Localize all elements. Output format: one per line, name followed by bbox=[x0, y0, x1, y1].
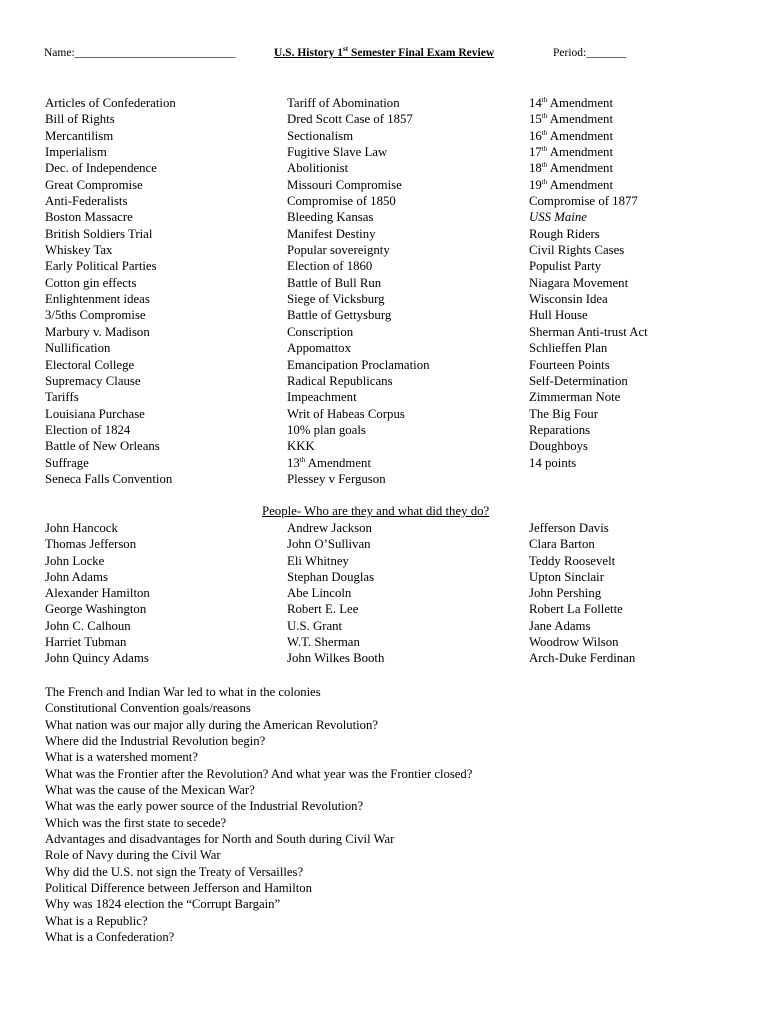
term-item: 17th Amendment bbox=[529, 145, 614, 160]
people-heading: People- Who are they and what did they do? bbox=[262, 504, 490, 518]
person-item: Woodrow Wilson bbox=[529, 635, 619, 650]
person-item: Robert E. Lee bbox=[287, 602, 359, 617]
person-item: Harriet Tubman bbox=[45, 635, 127, 650]
term-item: Compromise of 1877 bbox=[529, 194, 638, 209]
term-item: Tariffs bbox=[45, 390, 79, 405]
term-item: Compromise of 1850 bbox=[287, 194, 396, 209]
term-item: British Soldiers Trial bbox=[45, 226, 153, 241]
term-item: Anti-Federalists bbox=[45, 194, 128, 209]
term-item: Doughboys bbox=[529, 439, 589, 454]
title-main: U.S. History 1 bbox=[274, 47, 343, 59]
term-item: Sectionalism bbox=[287, 128, 354, 143]
term-item: Marbury v. Madison bbox=[45, 324, 150, 339]
term-item: Supremacy Clause bbox=[45, 373, 141, 388]
term-item: Nullification bbox=[45, 341, 111, 356]
person-item: Jane Adams bbox=[529, 618, 591, 633]
person-item: Alexander Hamilton bbox=[45, 586, 150, 601]
question-item: Advantages and disadvantages for North and South during Civil War bbox=[45, 831, 395, 846]
term-item: Populist Party bbox=[529, 259, 602, 274]
term-item: 14th Amendment bbox=[529, 96, 614, 110]
term-item: Bleeding Kansas bbox=[287, 210, 374, 225]
term-item: Plessey v Ferguson bbox=[287, 471, 386, 486]
term-item: Seneca Falls Convention bbox=[45, 471, 173, 486]
question-item: What is a Confederation? bbox=[45, 929, 175, 944]
term-item: Siege of Vicksburg bbox=[287, 292, 385, 307]
person-item: Thomas Jefferson bbox=[45, 537, 137, 552]
person-item: Arch-Duke Ferdinan bbox=[529, 651, 636, 666]
title-superscript: st bbox=[343, 45, 349, 53]
people-column-3 bbox=[529, 520, 635, 667]
term-item: Boston Massacre bbox=[45, 210, 133, 225]
term-item: Bill of Rights bbox=[45, 112, 115, 127]
term-item: Rough Riders bbox=[529, 226, 600, 241]
term-item: Enlightenment ideas bbox=[45, 292, 150, 307]
term-item: 10% plan goals bbox=[287, 422, 366, 437]
terms-column-1 bbox=[45, 95, 176, 487]
term-item: Election of 1860 bbox=[287, 259, 373, 274]
title-rest: Semester Final Exam Review bbox=[348, 47, 495, 59]
term-item: Civil Rights Cases bbox=[529, 243, 625, 258]
question-item: Why did the U.S. not sign the Treaty of Versailles? bbox=[45, 864, 304, 879]
term-item: Imperialism bbox=[45, 145, 107, 160]
period-field[interactable]: Period:_______ bbox=[553, 47, 627, 59]
page-title bbox=[274, 45, 494, 61]
term-item: Great Compromise bbox=[45, 177, 143, 192]
question-item: What was the cause of the Mexican War? bbox=[45, 782, 255, 797]
term-item: Niagara Movement bbox=[529, 275, 629, 290]
question-item: The French and Indian War led to what in the colonies bbox=[45, 685, 321, 699]
person-item: Jefferson Davis bbox=[529, 521, 609, 535]
person-item: John Hancock bbox=[45, 521, 118, 535]
term-item: Abolitionist bbox=[287, 161, 349, 176]
person-item: John Pershing bbox=[529, 586, 602, 601]
people-column-1 bbox=[45, 520, 150, 667]
term-item: Missouri Compromise bbox=[287, 177, 402, 192]
people-column-2 bbox=[287, 520, 384, 667]
term-item: Battle of Bull Run bbox=[287, 275, 382, 290]
person-item: John Quincy Adams bbox=[45, 651, 149, 666]
question-item: Where did the Industrial Revolution begin? bbox=[45, 733, 266, 748]
term-item: The Big Four bbox=[529, 406, 598, 421]
person-item: John Wilkes Booth bbox=[287, 651, 385, 666]
person-item: Eli Whitney bbox=[287, 553, 349, 568]
term-item: 15th Amendment bbox=[529, 112, 614, 127]
term-item: Battle of New Orleans bbox=[45, 439, 160, 454]
term-item: Fourteen Points bbox=[529, 357, 610, 372]
term-item: Electoral College bbox=[45, 357, 135, 372]
term-item: Self-Determination bbox=[529, 373, 628, 388]
terms-column-2 bbox=[287, 95, 430, 487]
term-item: USS Maine bbox=[529, 210, 587, 225]
question-item: What is a watershed moment? bbox=[45, 750, 198, 765]
term-item: Dred Scott Case of 1857 bbox=[287, 112, 413, 127]
term-item: Appomattox bbox=[287, 341, 351, 356]
person-item: W.T. Sherman bbox=[287, 635, 360, 650]
question-item: Political Difference between Jefferson and Hamilton bbox=[45, 880, 312, 895]
term-item: Louisiana Purchase bbox=[45, 406, 145, 421]
term-item: Suffrage bbox=[45, 455, 89, 470]
term-item: Schlieffen Plan bbox=[529, 341, 608, 356]
person-item: Upton Sinclair bbox=[529, 569, 604, 584]
person-item: John Locke bbox=[45, 553, 105, 568]
term-item: 14 points bbox=[529, 455, 577, 470]
terms-column-3 bbox=[529, 95, 648, 471]
person-item: John Adams bbox=[45, 569, 108, 584]
person-item: Stephan Douglas bbox=[287, 569, 375, 584]
question-item: Constitutional Convention goals/reasons bbox=[45, 701, 251, 716]
term-item: Mercantilism bbox=[45, 128, 114, 143]
term-item: 3/5ths Compromise bbox=[45, 308, 146, 323]
person-item: Clara Barton bbox=[529, 537, 595, 552]
term-item: 18th Amendment bbox=[529, 161, 614, 176]
term-item: Reparations bbox=[529, 422, 591, 437]
question-item: What was the early power source of the Industrial Revolution? bbox=[45, 799, 364, 814]
question-item: What was the Frontier after the Revolution? And what year was the Frontier closed? bbox=[45, 766, 473, 781]
term-item: 16th Amendment bbox=[529, 128, 614, 143]
term-item: KKK bbox=[287, 439, 315, 454]
question-item: What is a Republic? bbox=[45, 913, 148, 928]
term-item: Whiskey Tax bbox=[45, 243, 113, 258]
term-item: Hull House bbox=[529, 308, 588, 323]
term-item: Articles of Confederation bbox=[45, 96, 176, 110]
term-item: Conscription bbox=[287, 324, 354, 339]
term-item: Wisconsin Idea bbox=[529, 292, 608, 307]
question-item: Role of Navy during the Civil War bbox=[45, 848, 221, 863]
term-item: Manifest Destiny bbox=[287, 226, 376, 241]
question-item: Why was 1824 election the “Corrupt Bargain” bbox=[45, 897, 281, 912]
term-item: Emancipation Proclamation bbox=[287, 357, 430, 372]
person-item: Robert La Follette bbox=[529, 602, 623, 617]
term-item: Fugitive Slave Law bbox=[287, 145, 388, 160]
term-item: Cotton gin effects bbox=[45, 275, 137, 290]
term-item: Battle of Gettysburg bbox=[287, 308, 392, 323]
term-item: Election of 1824 bbox=[45, 422, 131, 437]
person-item: Andrew Jackson bbox=[287, 521, 372, 535]
person-item: U.S. Grant bbox=[287, 618, 343, 633]
term-item: Popular sovereignty bbox=[287, 243, 390, 258]
term-item: Tariff of Abomination bbox=[287, 96, 400, 110]
term-item: Sherman Anti-trust Act bbox=[529, 324, 648, 339]
term-item: 19th Amendment bbox=[529, 177, 614, 192]
person-item: George Washington bbox=[45, 602, 147, 617]
term-item: Dec. of Independence bbox=[45, 161, 157, 176]
term-item: 13th Amendment bbox=[287, 455, 372, 470]
person-item: Abe Lincoln bbox=[287, 586, 352, 601]
term-item: Zimmerman Note bbox=[529, 390, 621, 405]
term-item: Radical Republicans bbox=[287, 373, 393, 388]
person-item: John O’Sullivan bbox=[287, 537, 371, 552]
term-item: Early Political Parties bbox=[45, 259, 157, 274]
term-item: Impeachment bbox=[287, 390, 357, 405]
term-item: Writ of Habeas Corpus bbox=[287, 406, 405, 421]
person-item: Teddy Roosevelt bbox=[529, 553, 616, 568]
name-field[interactable]: Name:____________________________ bbox=[44, 47, 236, 59]
person-item: John C. Calhoun bbox=[45, 618, 131, 633]
question-item: What nation was our major ally during the American Revolution? bbox=[45, 717, 378, 732]
question-item: Which was the first state to secede? bbox=[45, 815, 227, 830]
questions-list bbox=[45, 684, 472, 945]
